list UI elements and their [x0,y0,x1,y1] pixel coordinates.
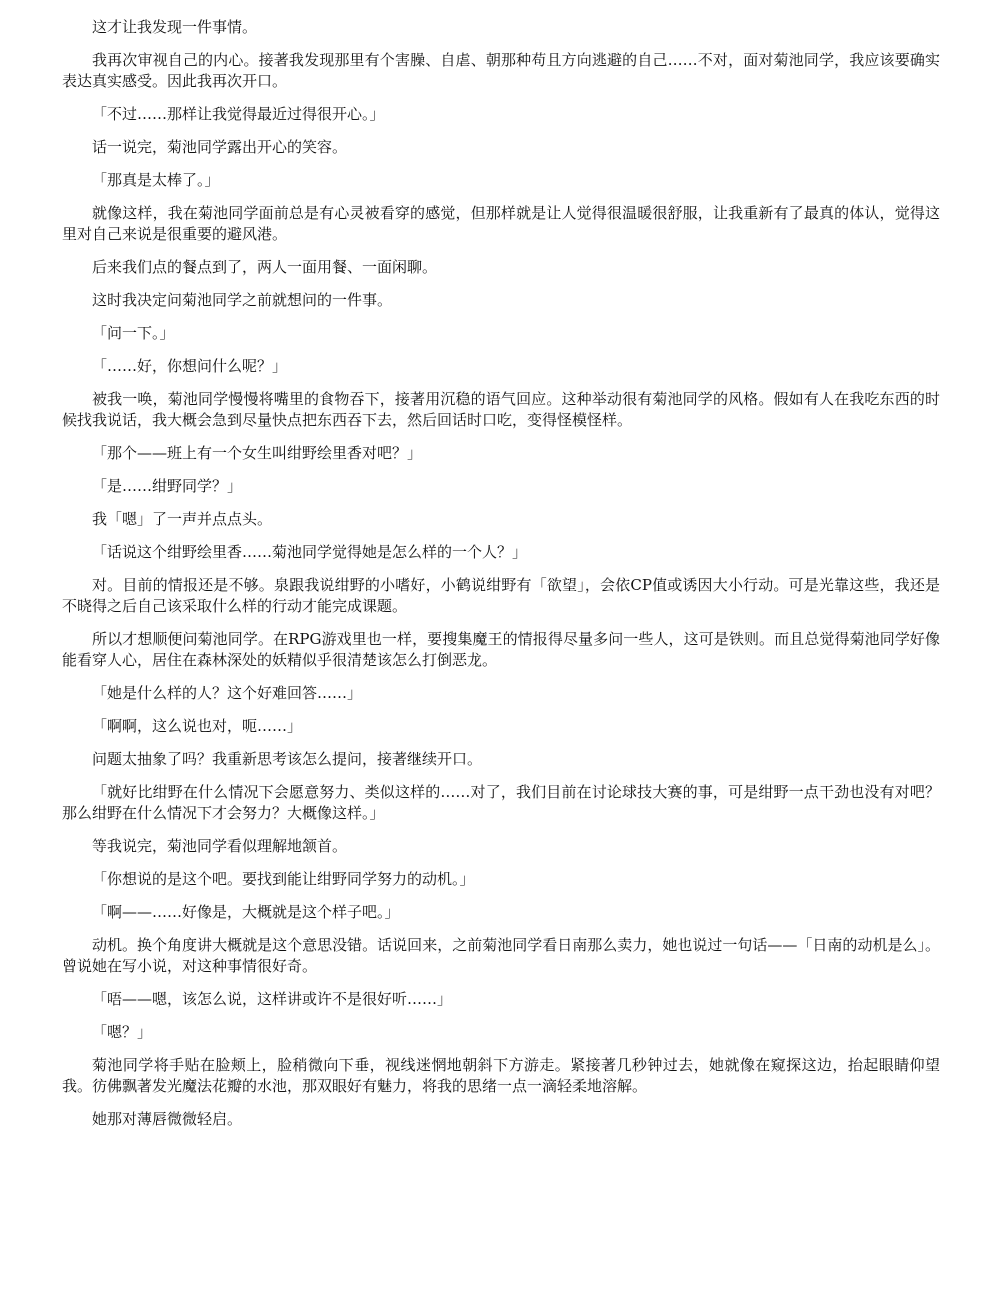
paragraph: 这时我决定问菊池同学之前就想问的一件事。 [92,291,393,309]
paragraph: 「唔——嗯，该怎么说，这样讲或许不是很好听……」 [92,990,453,1008]
paragraph: 话一说完，菊池同学露出开心的笑容。 [92,138,348,156]
paragraph: 动机。换个角度讲大概就是这个意思没错。话说回来，之前菊池同学看日南那么卖力，她也说过一句话——「日南的动机是么」。曾说她在写小说，对这种事情很好奇。 [62,936,940,975]
paragraph: 我再次审视自己的内心。接著我发现那里有个害臊、自虐、朝那种苟且方向逃避的自己……不对，面对菊池同学，我应该要确实表达真实感受。因此我再次开口。 [62,51,940,90]
paragraph: 菊池同学将手贴在脸颊上，脸稍微向下垂，视线迷惘地朝斜下方游走。紧接著几秒钟过去，她就像在窥探这边，抬起眼睛仰望我。彷佛飘著发光魔法花瓣的水池，那双眼好有魅力，将我的思绪一点一滴轻柔地溶解。 [62,1056,940,1095]
paragraph: 「那真是太棒了。」 [92,171,220,189]
paragraph: 这才让我发现一件事情。 [92,18,258,36]
paragraph: 「就好比绀野在什么情况下会愿意努力、类似这样的……对了，我们目前在讨论球技大赛的事，可是绀野一点干劲也没有对吧？那么绀野在什么情况下才会努力？大概像这样。」 [62,783,940,822]
paragraph: 对。目前的情报还是不够。泉跟我说绀野的小嗜好，小鹤说绀野有「欲望」，会依CP值或诱因大小行动。可是光靠这些，我还是不晓得之后自己该采取什么样的行动才能完成课题。 [62,576,940,615]
paragraph: 「……好，你想问什么呢？」 [92,357,288,375]
paragraph: 她那对薄唇微微轻启。 [92,1110,243,1128]
paragraph: 我「嗯」了一声并点点头。 [92,510,273,528]
paragraph: 所以才想顺便问菊池同学。在RPG游戏里也一样，要搜集魔王的情报得尽量多问一些人，这可是铁则。而且总觉得菊池同学好像能看穿人心，居住在森林深处的妖精似乎很清楚该怎么打倒恶龙。 [62,630,940,669]
paragraph: 后来我们点的餐点到了，两人一面用餐、一面闲聊。 [92,258,438,276]
paragraph: 「那个——班上有一个女生叫绀野绘里香对吧？」 [92,444,423,462]
paragraph: 等我说完，菊池同学看似理解地颔首。 [92,837,348,855]
paragraph: 「问一下。」 [92,324,175,342]
paragraph: 「嗯？」 [92,1023,153,1041]
paragraph: 被我一唤，菊池同学慢慢将嘴里的食物吞下，接著用沉稳的语气回应。这种举动很有菊池同学的风格。假如有人在我吃东西的时候找我说话，我大概会急到尽量快点把东西吞下去，然后回话时口吃，变得怪模怪样。 [62,390,940,429]
paragraph: 「话说这个绀野绘里香……菊池同学觉得她是怎么样的一个人？」 [92,543,528,561]
paragraph: 「不过……那样让我觉得最近过得很开心。」 [92,105,385,123]
paragraph: 「你想说的是这个吧。要找到能让绀野同学努力的动机。」 [92,870,475,888]
paragraph: 「是……绀野同学？」 [92,477,243,495]
paragraph: 问题太抽象了吗？我重新思考该怎么提问，接著继续开口。 [92,750,483,768]
paragraph: 就像这样，我在菊池同学面前总是有心灵被看穿的感觉，但那样就是让人觉得很温暖很舒服，让我重新有了最真的体认，觉得这里对自己来说是很重要的避风港。 [62,204,940,243]
paragraph: 「她是什么样的人？这个好难回答……」 [92,684,363,702]
paragraph: 「啊啊，这么说也对，呃……」 [92,717,303,735]
paragraph: 「啊——……好像是，大概就是这个样子吧。」 [92,903,400,921]
